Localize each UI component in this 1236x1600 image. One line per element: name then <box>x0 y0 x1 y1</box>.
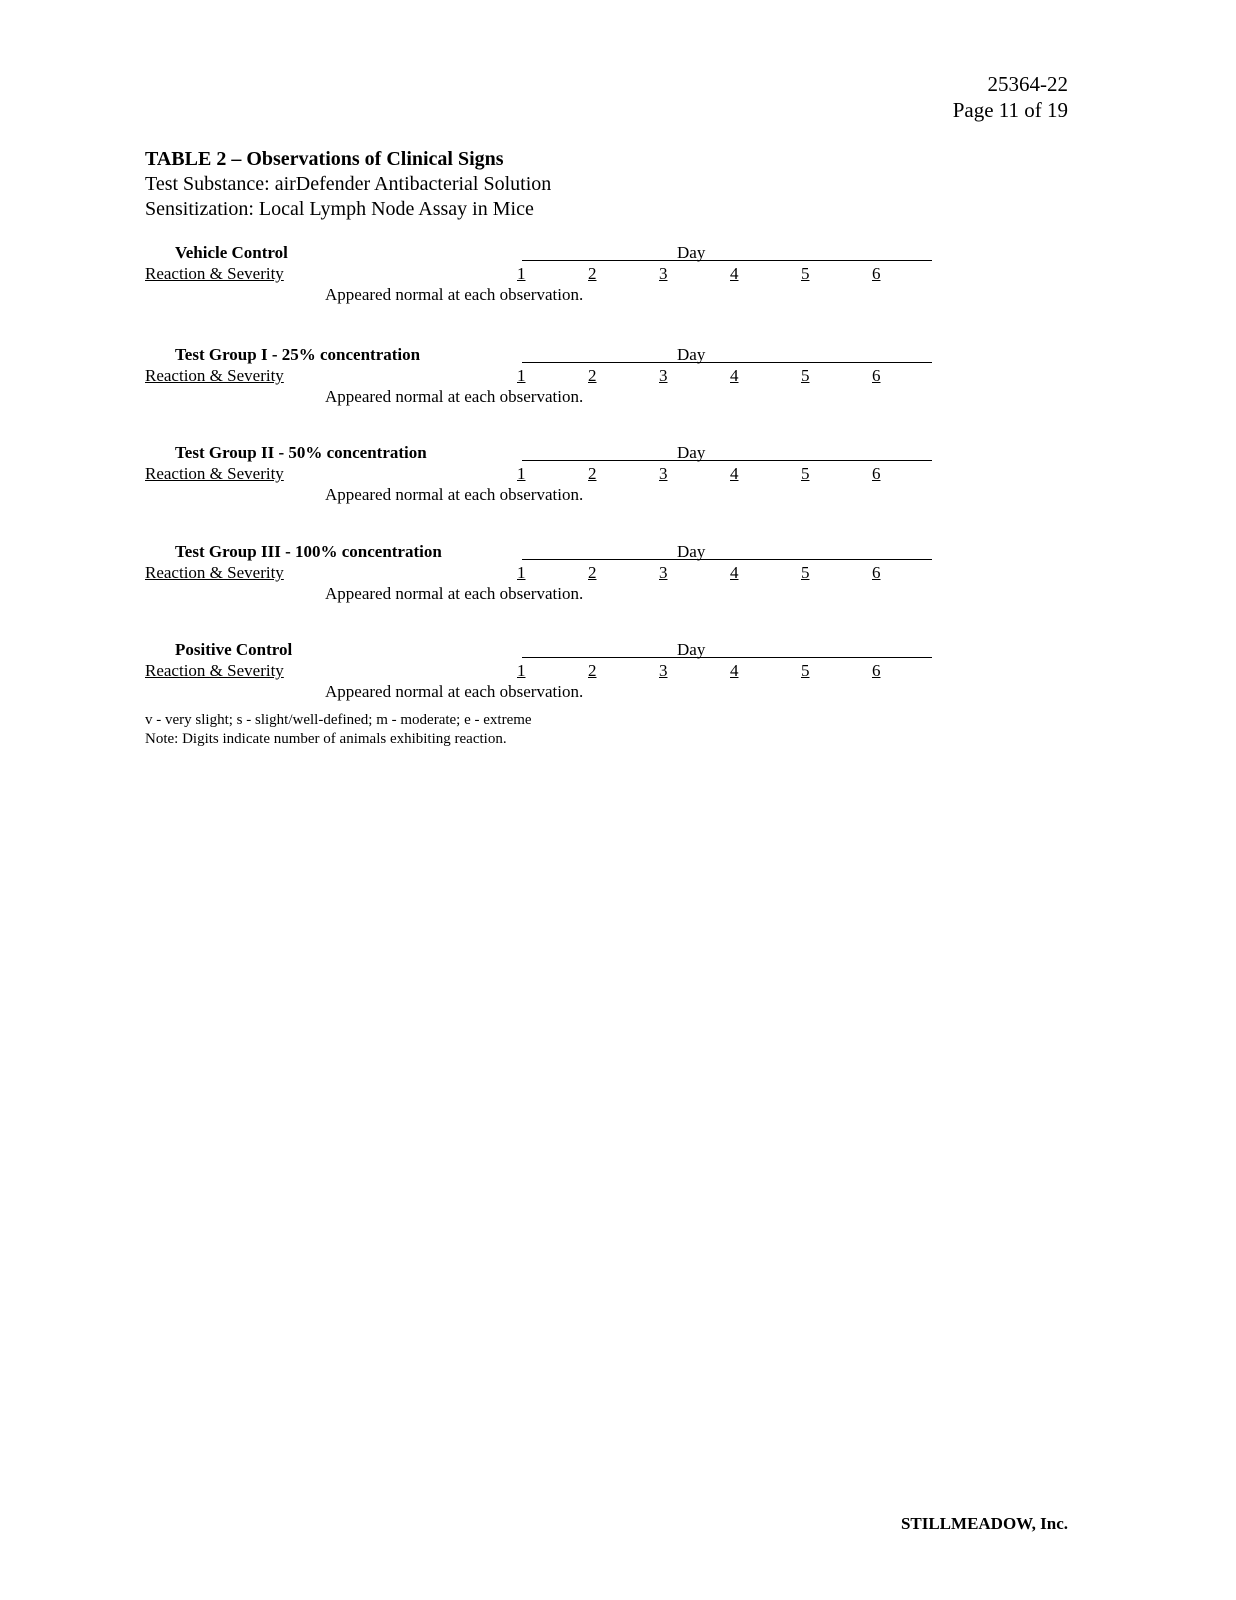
day-label: Day <box>677 243 706 262</box>
reaction-severity-label: Reaction & Severity <box>145 661 284 680</box>
day-number: 3 <box>659 366 668 385</box>
day-number: 6 <box>872 464 881 483</box>
day-number: 6 <box>872 563 881 582</box>
reaction-severity-label: Reaction & Severity <box>145 264 284 283</box>
observation-group <box>145 542 945 622</box>
day-label: Day <box>677 640 706 659</box>
day-number: 5 <box>801 366 810 385</box>
day-number: 6 <box>872 366 881 385</box>
day-number: 1 <box>517 563 526 582</box>
severity-legend: v - very slight; s - slight/well-defined; m - moderate; e - extreme <box>145 712 532 728</box>
day-number: 6 <box>872 661 881 680</box>
reaction-severity-label: Reaction & Severity <box>145 366 284 385</box>
day-number: 3 <box>659 264 668 283</box>
day-label: Day <box>677 345 706 364</box>
day-number: 1 <box>517 661 526 680</box>
reaction-severity-label: Reaction & Severity <box>145 563 284 582</box>
day-number: 4 <box>730 464 739 483</box>
day-number: 6 <box>872 264 881 283</box>
day-number: 4 <box>730 366 739 385</box>
observation-text: Appeared normal at each observation. <box>325 485 584 504</box>
day-header-line <box>522 657 932 658</box>
day-number: 5 <box>801 563 810 582</box>
observation-text: Appeared normal at each observation. <box>325 285 584 304</box>
group-name: Positive Control <box>175 640 293 659</box>
test-substance: Test Substance: airDefender Antibacterial Solution <box>145 173 552 195</box>
day-header-line <box>522 559 932 560</box>
group-name: Vehicle Control <box>175 243 288 262</box>
observation-group <box>145 640 945 720</box>
reaction-severity-label: Reaction & Severity <box>145 464 284 483</box>
observation-text: Appeared normal at each observation. <box>325 682 584 701</box>
observation-text: Appeared normal at each observation. <box>325 387 584 406</box>
group-name: Test Group I - 25% concentration <box>175 345 421 364</box>
day-header-line <box>522 460 932 461</box>
sensitization: Sensitization: Local Lymph Node Assay in Mice <box>145 198 534 220</box>
day-number: 5 <box>801 661 810 680</box>
table-title: TABLE 2 – Observations of Clinical Signs <box>145 148 504 170</box>
day-header-line <box>522 260 932 261</box>
day-number: 2 <box>588 464 597 483</box>
day-label: Day <box>677 443 706 462</box>
page-number: Page 11 of 19 <box>952 98 1068 122</box>
group-name: Test Group II - 50% concentration <box>175 443 427 462</box>
day-number: 5 <box>801 464 810 483</box>
day-header-line <box>522 362 932 363</box>
observation-text: Appeared normal at each observation. <box>325 584 584 603</box>
day-number: 1 <box>517 264 526 283</box>
observation-group <box>145 443 945 523</box>
digits-note: Note: Digits indicate number of animals exhibiting reaction. <box>145 731 507 747</box>
group-name: Test Group III - 100% concentration <box>175 542 442 561</box>
company-footer: STILLMEADOW, Inc. <box>900 1514 1068 1533</box>
day-number: 2 <box>588 366 597 385</box>
day-number: 2 <box>588 661 597 680</box>
day-number: 3 <box>659 661 668 680</box>
document-number: 25364-22 <box>987 72 1068 96</box>
day-number: 5 <box>801 264 810 283</box>
day-number: 2 <box>588 563 597 582</box>
day-number: 4 <box>730 661 739 680</box>
day-number: 3 <box>659 464 668 483</box>
day-number: 1 <box>517 366 526 385</box>
day-number: 3 <box>659 563 668 582</box>
day-number: 1 <box>517 464 526 483</box>
observation-group <box>145 345 945 425</box>
observation-group <box>145 243 945 323</box>
day-number: 4 <box>730 563 739 582</box>
day-label: Day <box>677 542 706 561</box>
day-number: 4 <box>730 264 739 283</box>
day-number: 2 <box>588 264 597 283</box>
